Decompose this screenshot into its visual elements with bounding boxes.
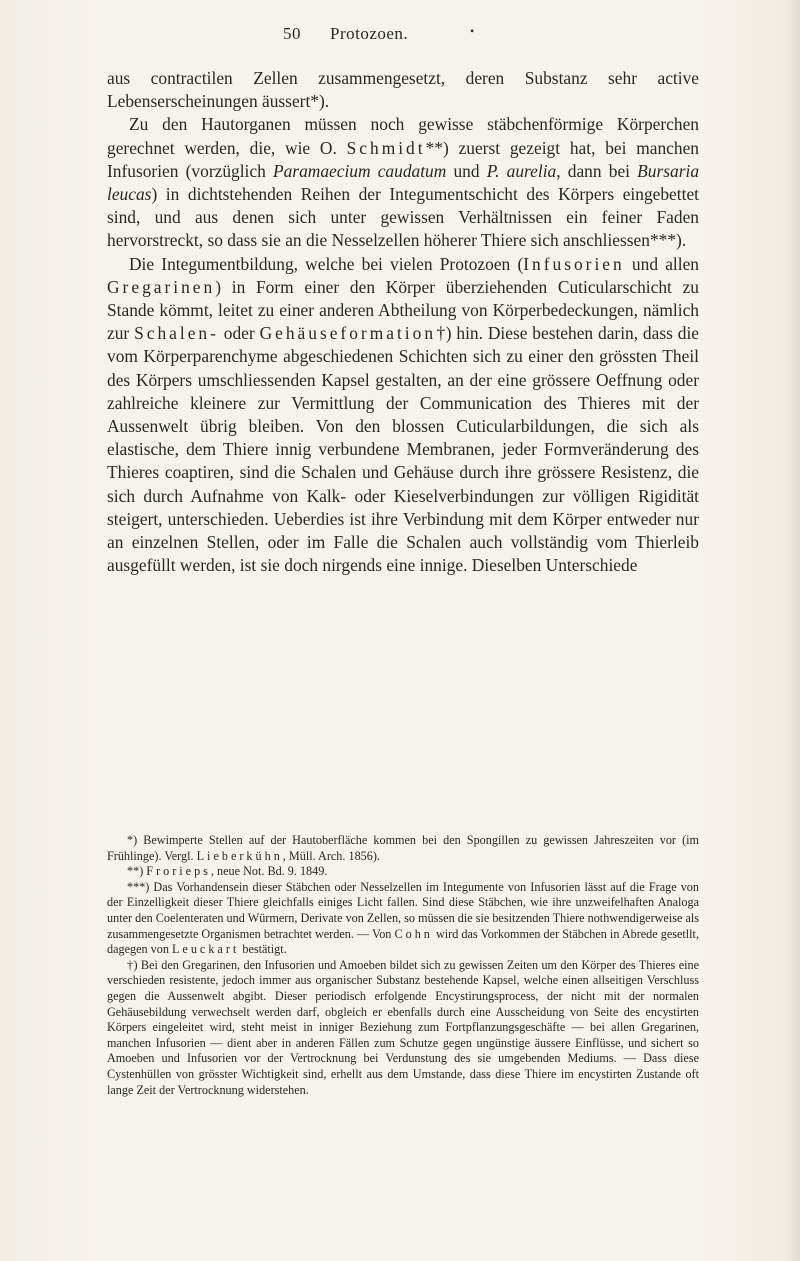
spaced-term: Gregarinen — [107, 276, 216, 297]
footnote-text: bestätigt. — [239, 942, 287, 957]
header-mark: • — [470, 24, 475, 38]
author-name: Leuckart — [171, 942, 240, 957]
author-name: Schmidt — [346, 137, 426, 158]
footnote-text: ***) Das Vorhandensein dieser Stäbchen oder Nesselzellen im Integumente von Infusorien lässt auf die Frage von der Einzelligkeit dieser Thiere gleichfalls einiges Licht fallen. Sind diese Stäbchen, wie ihre unzweifelhaften Analoga unter den Coelenteraten und Würmern, Derivate von Zellen, so müssen die sie besitzenden Thiere nothwendigerweise als zusammengesetzte Organismen betrachtet werden. — Von — [107, 879, 699, 941]
footnote-text: †) Bei den Gregarinen, den Infusorien und Amoeben bildet sich zu gewissen Zeiten um den Körper des Thieres eine verschieden resistente, jedoch immer aus organischer Substanz bestehende Kapsel, welche einen allseitigen Verschluss gegen die Aussenwelt abgibt. Dieser periodisch erfolgende Encystirungsprocess, der nicht mit der normalen Gehäusebildung verwechselt werden darf, obgleich er ebenfalls durch eine Ausscheidung von Seite des encystirten Körpers eingeleitet wird, steht meist in inniger Beziehung zum Fortpflanzungsgeschäfte — bei allen Gregarinen, manchen Infusorien — dient aber in anderen Fällen zum Schutze gegen ungünstige äussere Einflüsse, und sichert so Amoeben und Infusorien vor der Vertrocknung bei Verdunstung des sie umgebenden Mediums. — Dass diese Cystenhüllen von grösster Wichtigkeit sind, erhellt aus dem Umstande, dass diese Thiere im encystirten Zustande oft lange Zeit der Vertrocknung widerstehen. — [107, 957, 699, 1097]
footnote-text: *) Bewimperte Stellen auf der Hautoberfläche kommen bei den Spongillen zu gewissen Jahreszeiten vor (im Frühlinge). Vergl. — [107, 833, 699, 863]
paragraph-text: ) in Form einer den Körper überziehenden Cuticularschicht zu Stande kömmt, leitet zu einer anderen Abtheilung von Körperbedeckungen, nämlich zur — [107, 276, 699, 344]
footnote — [107, 833, 699, 864]
spaced-term: Gehäuseformation — [259, 323, 437, 344]
main-text — [107, 67, 699, 577]
species-name: P. aurelia — [486, 160, 557, 181]
running-header — [0, 24, 800, 52]
page-edge-shadow — [786, 0, 800, 1261]
spaced-term: Infusorien — [523, 253, 625, 274]
spaced-term: Schalen- — [134, 323, 219, 344]
paragraph-text: und — [446, 160, 487, 181]
footnotes — [107, 833, 699, 1098]
author-name: Frorieps — [146, 864, 211, 879]
paragraph-text: oder — [218, 323, 260, 344]
paragraph-text: **) zuerst gezeigt hat, bei manchen Infusorien (vorzüglich — [107, 137, 699, 181]
paragraph-text: und allen — [624, 253, 700, 274]
footnote-text: **) — [127, 864, 147, 879]
paragraph — [107, 113, 699, 252]
running-title: Protozoen. — [330, 24, 409, 43]
paragraph — [107, 253, 699, 578]
page-number: 50 — [283, 24, 301, 43]
footnote-text: , neue Not. Bd. 9. 1849. — [210, 864, 328, 879]
paragraph — [107, 67, 699, 113]
footnote-text: , Müll. Arch. 1856). — [282, 848, 380, 863]
paragraph-text: , dann bei — [556, 160, 638, 181]
paragraph-text: aus contractilen Zellen zusammengesetzt, deren Substanz sehr active Lebenserscheinungen äussert*). — [107, 68, 699, 112]
species-name: Bursaria leucas — [107, 160, 700, 205]
paragraph-text: Die Integumentbildung, welche bei vielen Protozoen ( — [129, 253, 524, 274]
footnote — [107, 958, 699, 1098]
author-name: Lieberkühn — [196, 848, 283, 863]
author-name: Cohn — [394, 926, 433, 941]
footnote — [107, 864, 699, 880]
footnote-text: wird das Vorkommen der Stäbchen in Abrede gesetllt, dagegen von — [107, 926, 699, 957]
paragraph-text: Zu den Hautorganen müssen noch gewisse stäbchenförmige Körperchen gerechnet werden, die, wie O. — [107, 114, 699, 158]
footnote — [107, 880, 699, 958]
species-name: Paramaecium caudatum — [272, 160, 447, 181]
paragraph-text: ) in dichtstehenden Reihen der Integumentschicht des Körpers eingebettet sind, und aus denen sich unter gewissen Verhältnissen ein feiner Faden hervorstreckt, so dass sie an die Nesselzellen höherer Thiere sich anschliessen***). — [107, 184, 699, 251]
paragraph-text: †) hin. Diese bestehen darin, dass die vom Körperparenchyme abgeschiedenen Schichten sich zu einer den grössten Theil des Körpers umschliessenden Kapsel gestalten, an der eine grössere Oeffnung oder zahlreiche kleinere zur Vermittlung der Communication des Thieres mit der Aussenwelt übrig bleiben. Von den blossen Cuticularbildungen, die sich als elastische, dem Thiere innig verbundene Membranen, jeder Formveränderung des Thieres coaptiren, sind die Schalen und Gehäuse durch ihre grössere Resistenz, die sich durch Aufnahme von Kalk- oder Kieselverbindungen zur völligen Rigidität steigert, unterschieden. Ueberdies ist ihre Verbindung mit dem Körper entweder nur an einzelnen Stellen, oder im Falle die Schalen auch vollständig vom Thierleib ausgefüllt werden, ist sie doch nirgends eine innige. Dieselben Unterschiede — [107, 323, 699, 576]
